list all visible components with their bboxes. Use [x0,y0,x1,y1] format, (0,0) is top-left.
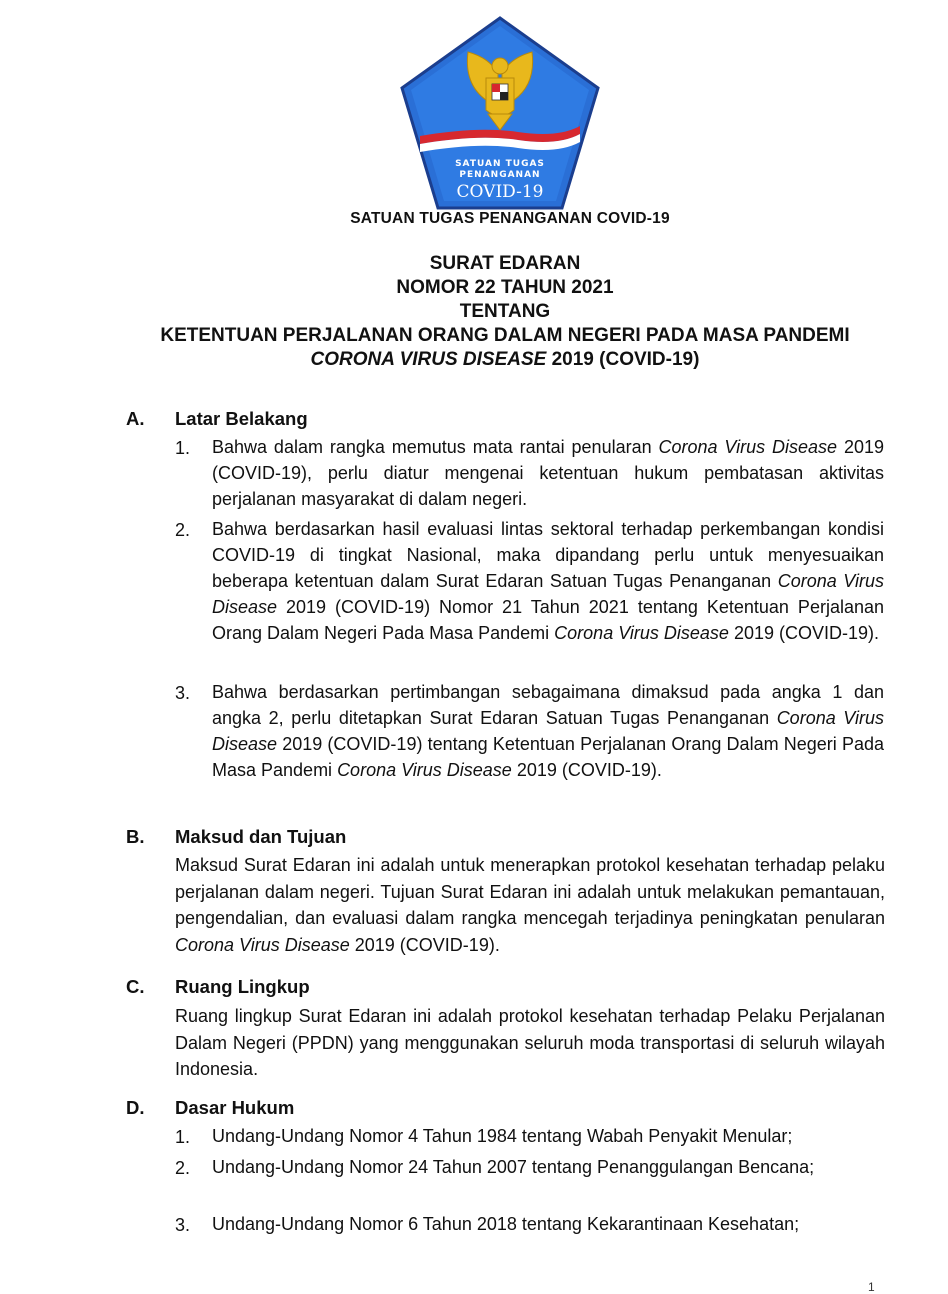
section-a-item-3-number: 3. [175,683,191,703]
section-d-letter: D. [126,1097,145,1118]
text-run: Bahwa dalam rangka memutus mata rantai penularan [212,437,659,457]
organization-title: SATUAN TUGAS PENANGANAN COVID-19 [350,210,670,227]
document-heading [0,252,948,372]
section-a-item-1-text [212,434,884,512]
italic-run: Corona Virus Disease [554,623,729,643]
section-b-title: Maksud dan Tujuan [175,826,347,847]
heading-line-5-rest: 2019 (COVID-19) [546,349,700,370]
italic-run: Corona Virus Disease [175,934,350,955]
text-run: Bahwa berdasarkan hasil evaluasi lintas sektoral terhadap perkembangan kondisi COVID-19 di tingkat Nasional, maka dipandang perlu untuk menyesuaikan beberapa ketentuan dalam Surat Edaran Satuan Tugas Penanganan [212,519,884,591]
section-a-title: Latar Belakang [175,408,308,429]
logo-text-line1: SATUAN TUGAS [455,159,545,169]
heading-line-4: KETENTUAN PERJALANAN ORANG DALAM NEGERI PADA MASA PANDEMI [160,325,850,346]
section-b-letter: B. [126,826,145,847]
italic-run: Corona Virus Disease [658,437,838,457]
text-run: 2019 (COVID-19). [511,760,662,780]
section-a-item-2-text [212,516,884,646]
section-a-item-3-text [212,679,884,783]
section-d-item-2-number: 2. [175,1158,191,1178]
section-d-item-3-number: 3. [175,1215,191,1235]
section-a-item-2-number: 2. [175,520,191,540]
text-run: 2019 (COVID-19) tentang Ketentuan Perjalanan Orang Dalam Negeri Pada Masa Pandemi [212,734,884,780]
text-run: Bahwa berdasarkan pertimbangan sebagaimana dimaksud pada angka 1 dan angka 2, perlu ditetapkan Surat Edaran Satuan Tugas Penanganan [212,682,884,728]
satgas-covid19-logo [398,14,602,212]
heading-line-5-italic: CORONA VIRUS DISEASE [310,349,547,370]
section-b-paragraph [175,852,885,958]
heading-line-3: TENTANG [459,301,551,322]
section-c-letter: C. [126,976,145,997]
italic-run: Corona Virus Disease [337,760,512,780]
section-d-item-3-text: Undang-Undang Nomor 6 Tahun 2018 tentang Kekarantinaan Kesehatan; [212,1214,800,1234]
section-c-paragraph: Ruang lingkup Surat Edaran ini adalah protokol kesehatan terhadap Pelaku Perjalanan Dalam Negeri (PPDN) yang menggunakan seluruh moda transportasi di seluruh wilayah Indonesia. [175,1006,885,1079]
section-a-letter: A. [126,408,145,429]
logo-text-line2: PENANGANAN [459,170,541,180]
heading-line-5 [0,348,948,372]
text-run: 2019 (COVID-19). [728,623,879,643]
section-d-title: Dasar Hukum [175,1097,295,1118]
heading-line-2: NOMOR 22 TAHUN 2021 [396,277,614,298]
text-run: 2019 (COVID-19), perlu diatur mengenai ketentuan hukum pembatasan aktivitas perjalanan masyarakat di dalam negeri. [212,437,884,509]
italic-run: Corona Virus Disease [212,571,884,617]
text-run: Maksud Surat Edaran ini adalah untuk menerapkan protokol kesehatan terhadap pelaku perjalanan dalam negeri. Tujuan Surat Edaran ini adalah untuk melakukan pemantauan, pengendalian, dan evaluasi dalam rangka mencegah terjadinya peningkatan penularan [175,855,885,928]
section-d-item-1-number: 1. [175,1127,191,1147]
page-number: 1 [868,1280,875,1294]
italic-run: Corona Virus Disease [212,708,884,754]
heading-line-1: SURAT EDARAN [429,253,581,274]
section-c-title: Ruang Lingkup [175,976,310,997]
section-d-item-1-text: Undang-Undang Nomor 4 Tahun 1984 tentang Wabah Penyakit Menular; [212,1126,793,1146]
logo-text-line3: COVID-19 [456,182,544,202]
text-run: 2019 (COVID-19) Nomor 21 Tahun 2021 tentang Ketentuan Perjalanan Orang Dalam Negeri Pada Masa Pandemi [212,597,884,643]
section-a-item-1-number: 1. [175,438,191,458]
text-run: 2019 (COVID-19). [349,934,500,955]
section-d-item-2-text: Undang-Undang Nomor 24 Tahun 2007 tentang Penanggulangan Bencana; [212,1157,815,1177]
